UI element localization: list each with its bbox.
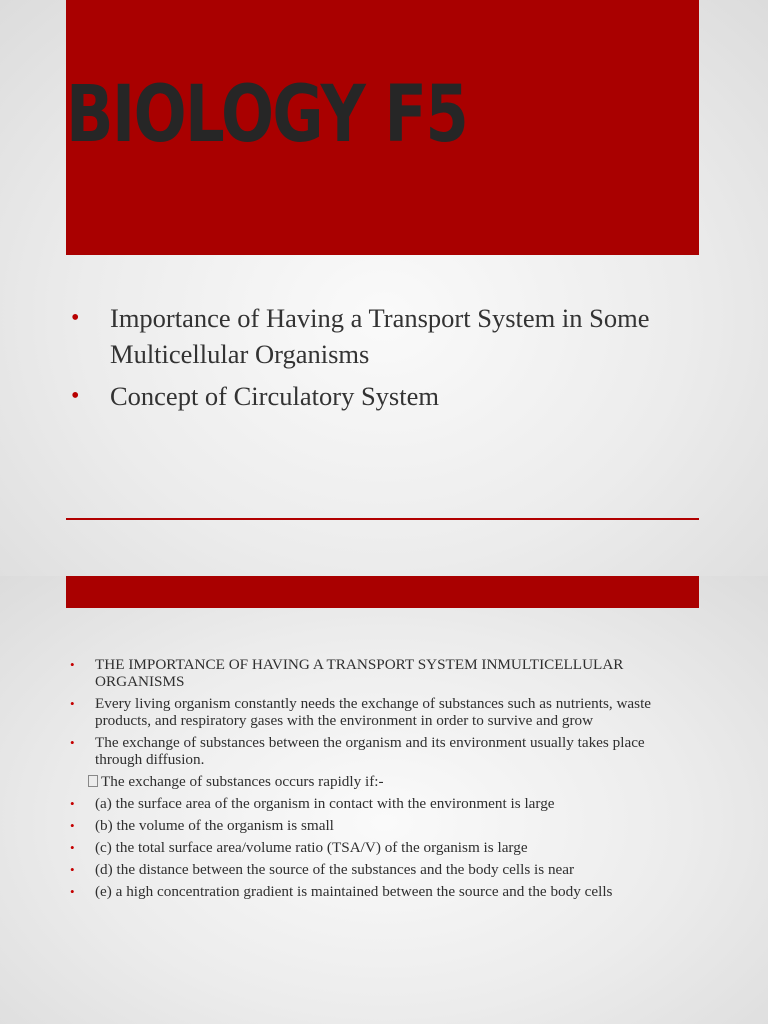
list-item-text: The exchange of substances occurs rapidly if:- bbox=[101, 773, 384, 790]
list-item-text: (a) the surface area of the organism in contact with the environment is large bbox=[95, 795, 555, 812]
list-item bbox=[66, 795, 686, 812]
topic-item bbox=[66, 378, 666, 414]
list-item bbox=[66, 734, 686, 768]
list-item-text: THE IMPORTANCE OF HAVING A TRANSPORT SYSTEM INMULTICELLULAR ORGANISMS bbox=[95, 656, 624, 690]
list-item-text: (e) a high concentration gradient is maintained between the source and the body cells bbox=[95, 883, 613, 900]
bullet-icon: • bbox=[70, 818, 75, 833]
list-item bbox=[66, 839, 686, 856]
topic-text: Concept of Circulatory System bbox=[110, 381, 439, 411]
list-item bbox=[66, 817, 686, 834]
list-item-text: Every living organism constantly needs the exchange of substances such as nutrients, waste products, and respiratory gases with the environment in order to survive and grow bbox=[95, 695, 652, 729]
list-item bbox=[66, 656, 686, 690]
list-item-text: (d) the distance between the source of the substances and the body cells is near bbox=[95, 861, 575, 878]
missing-glyph-icon bbox=[88, 775, 98, 787]
content-list bbox=[66, 656, 686, 905]
bullet-icon: • bbox=[70, 696, 75, 711]
list-item bbox=[66, 695, 686, 729]
bullet-icon: • bbox=[70, 862, 75, 877]
bullet-icon: • bbox=[71, 305, 80, 331]
topic-item bbox=[66, 300, 666, 372]
bullet-icon: • bbox=[71, 383, 80, 409]
slide-title: BIOLOGY F5 bbox=[66, 70, 468, 160]
topic-list bbox=[66, 300, 666, 420]
content-slide bbox=[0, 576, 768, 1024]
bullet-icon: • bbox=[70, 796, 75, 811]
list-item bbox=[66, 861, 686, 878]
bullet-icon: • bbox=[70, 884, 75, 899]
bullet-icon: • bbox=[70, 840, 75, 855]
list-item-text: (c) the total surface area/volume ratio (TSA/V) of the organism is large bbox=[95, 839, 528, 856]
list-item bbox=[66, 883, 686, 900]
divider-line bbox=[66, 518, 699, 520]
bullet-icon: • bbox=[70, 735, 75, 750]
list-item bbox=[66, 773, 686, 790]
header-banner bbox=[66, 576, 699, 608]
list-item-text: (b) the volume of the organism is small bbox=[95, 817, 334, 834]
list-item-text: The exchange of substances between the organism and its environment usually takes place through diffusion. bbox=[95, 734, 645, 768]
topic-text: Importance of Having a Transport System in Some Multicellular Organisms bbox=[110, 303, 650, 369]
bullet-icon: • bbox=[70, 657, 75, 672]
